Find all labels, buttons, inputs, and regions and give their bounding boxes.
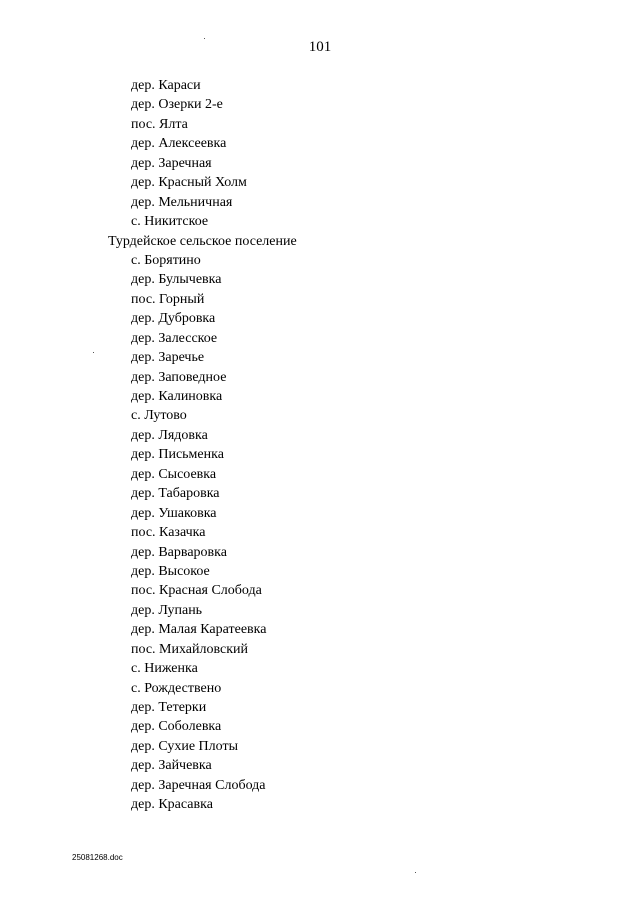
settlement-item: дер. Караси: [131, 78, 201, 93]
settlement-item: дер. Заречье: [131, 350, 205, 366]
settlement-item: пос. Казачка: [131, 525, 206, 541]
settlement-item: дер. Ушаковка: [131, 505, 217, 521]
settlement-item: дер. Красный Холм: [131, 175, 247, 191]
settlement-item: дер. Дубровка: [131, 311, 216, 327]
settlement-item: дер. Табаровка: [131, 486, 220, 502]
settlement-item: дер. Письменка: [131, 447, 224, 463]
settlement-item: с. Никитское: [131, 214, 209, 230]
settlement-item: пос. Горный: [131, 291, 205, 307]
settlement-item: дер. Красавка: [131, 797, 213, 813]
section-heading: Турдейское сельское поселение: [108, 233, 297, 249]
document-filename: 25081268.doc: [72, 853, 123, 862]
settlement-item: дер. Зайчевка: [131, 758, 212, 774]
settlement-item: пос. Михайловский: [131, 641, 249, 657]
settlement-item: дер. Сысоевка: [131, 466, 217, 482]
settlement-item: дер. Сухие Плоты: [131, 738, 238, 754]
settlement-item: дер. Лупань: [131, 602, 203, 618]
settlement-item: с. Ниженка: [131, 661, 198, 677]
settlement-item: дер. Булычевка: [131, 272, 222, 288]
settlement-item: с. Борятино: [131, 252, 201, 268]
settlement-item: дер. Заречная: [131, 155, 212, 171]
settlement-item: дер. Тетерки: [131, 700, 207, 715]
settlement-item: дер. Высокое: [131, 563, 210, 579]
settlement-item: дер. Лядовка: [131, 427, 208, 443]
page-number: 101: [308, 39, 332, 55]
settlement-item: дер. Залесское: [131, 330, 218, 346]
settlement-item: дер. Калиновка: [131, 389, 223, 404]
scan-speck: [415, 872, 416, 873]
settlement-item: пос. Красная Слобода: [131, 583, 262, 599]
settlement-item: дер. Озерки 2-е: [131, 97, 223, 113]
settlement-item: дер. Мельничная: [131, 194, 233, 210]
settlement-list: [0, 76, 640, 815]
scan-speck: [204, 38, 205, 39]
settlement-item: дер. Малая Каратеевка: [131, 622, 267, 638]
scan-speck: [93, 352, 94, 353]
settlement-item: дер. Заречная Слобода: [131, 777, 266, 793]
settlement-item: дер. Заповедное: [131, 369, 227, 385]
settlement-item: дер. Варваровка: [131, 544, 227, 560]
settlement-item: с. Рождествено: [131, 680, 222, 696]
settlement-item: дер. Алексеевка: [131, 136, 227, 152]
settlement-item: с. Лутово: [131, 408, 187, 424]
settlement-item: пос. Ялта: [131, 116, 188, 132]
settlement-item: дер. Соболевка: [131, 719, 222, 735]
